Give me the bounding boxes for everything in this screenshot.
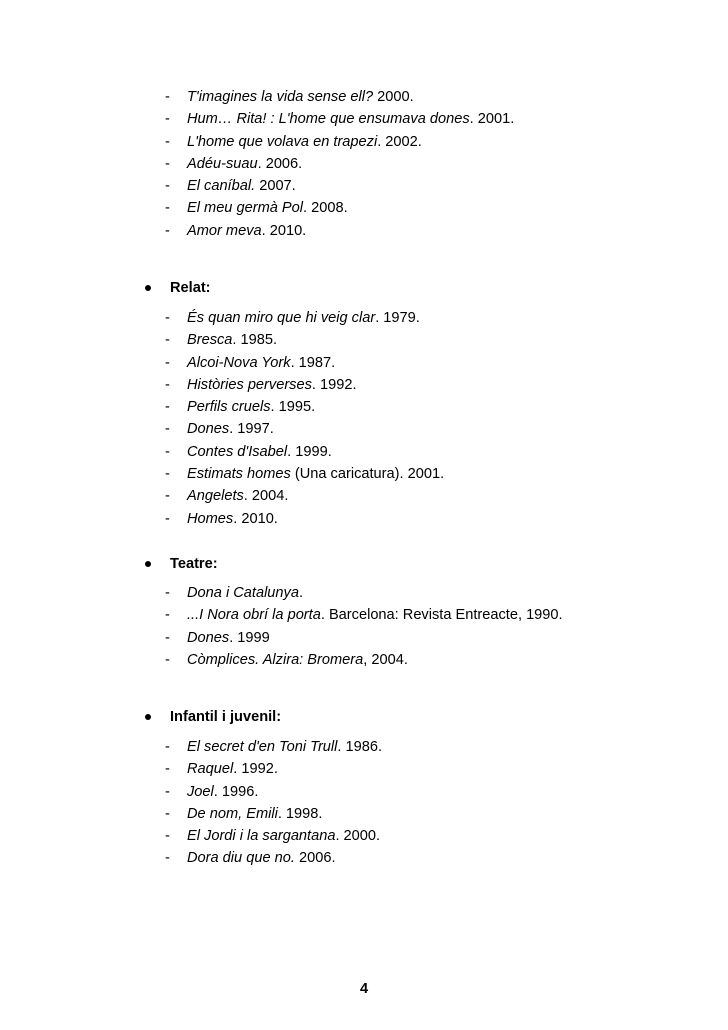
list-item: [0, 153, 728, 175]
infantil-juvenil-list: [0, 736, 728, 870]
work-title: Dones: [187, 629, 230, 646]
work-details: . 2010.: [261, 222, 307, 239]
list-item: [0, 485, 728, 507]
work-details: . 1998.: [277, 805, 323, 822]
dash-marker: -: [165, 488, 170, 505]
work-title: El meu germà Pol: [187, 200, 303, 217]
list-item: [0, 307, 728, 329]
work-details: . 1985.: [232, 332, 278, 349]
dash-marker: -: [165, 310, 170, 326]
work-details: 2006.: [294, 850, 336, 867]
dash-marker: -: [165, 222, 170, 239]
dash-marker: -: [165, 443, 170, 460]
list-item: [0, 649, 728, 671]
dash-marker: -: [165, 332, 170, 349]
work-details: . 2002.: [377, 133, 422, 150]
work-title: Angelets: [187, 488, 244, 505]
work-title: Alcoi-Nova York: [187, 354, 291, 371]
work-details: . 1979.: [375, 310, 420, 326]
dash-marker: -: [165, 376, 170, 393]
work-details: . Barcelona: Revista Entreacte, 1990.: [320, 607, 563, 624]
relat-list: [0, 307, 728, 530]
work-title: És quan miro que hi veig clar: [187, 310, 376, 326]
work-details: . 1995.: [270, 399, 316, 416]
list-item: [0, 463, 728, 485]
list-item: [0, 758, 728, 780]
bullet-icon: [145, 561, 151, 567]
work-title: Raquel: [187, 761, 234, 778]
work-details: . 1997.: [229, 421, 274, 438]
dash-marker: -: [165, 850, 170, 867]
work-title: Hum… Rita! : L'home que ensumava dones: [187, 111, 470, 128]
work-details: . 2010.: [233, 510, 278, 527]
work-title: T'imagines la vida sense ell?: [187, 89, 374, 105]
list-item: [0, 86, 728, 108]
work-title: Perfils cruels: [187, 399, 271, 416]
dash-marker: -: [165, 761, 170, 778]
list-item: [0, 604, 728, 626]
work-title: Homes: [187, 510, 234, 527]
work-details: .: [298, 585, 304, 601]
section-heading-label: Relat:: [170, 280, 211, 296]
work-details: . 2000.: [335, 828, 381, 845]
teatre-list: [0, 582, 728, 671]
dash-marker: -: [165, 178, 170, 195]
dash-marker: -: [165, 399, 170, 416]
section-heading-teatre: [0, 553, 728, 575]
dash-marker: -: [165, 200, 170, 217]
page-number: 4: [359, 981, 369, 997]
work-title: Dones: [187, 421, 230, 438]
dash-marker: -: [165, 651, 170, 668]
section-heading-infantil-juvenil: [0, 706, 728, 728]
work-title: ...I Nora obrí la porta: [187, 607, 321, 624]
work-details: . 2001.: [469, 111, 515, 128]
list-item: [0, 582, 728, 604]
dash-marker: -: [165, 805, 170, 822]
work-title: Contes d'Isabel: [187, 443, 288, 460]
list-item: [0, 175, 728, 197]
list-item: [0, 825, 728, 847]
work-details: . 2006.: [257, 155, 303, 172]
list-item: [0, 396, 728, 418]
work-title: Amor meva: [187, 222, 262, 239]
novel-list-continued: [0, 86, 728, 242]
dash-marker: -: [165, 828, 170, 845]
section-heading-label: Infantil i juvenil:: [170, 709, 282, 725]
dash-marker: -: [165, 585, 170, 601]
list-item: [0, 197, 728, 219]
work-title: L'home que volava en trapezi: [187, 133, 378, 150]
dash-marker: -: [165, 354, 170, 371]
dash-marker: -: [165, 607, 170, 624]
work-title: El secret d'en Toni Trull: [187, 739, 338, 755]
dash-marker: -: [165, 783, 170, 800]
list-item: [0, 374, 728, 396]
work-title: Dona i Catalunya: [187, 585, 299, 601]
dash-marker: -: [165, 466, 170, 483]
dash-marker: -: [165, 421, 170, 438]
dash-marker: -: [165, 133, 170, 150]
work-title: Joel: [187, 783, 214, 800]
work-details: . 1999: [229, 629, 270, 646]
work-title: De nom, Emili: [187, 805, 278, 822]
dash-marker: -: [165, 629, 170, 646]
list-item: [0, 781, 728, 803]
work-details: . 1987.: [290, 354, 336, 371]
list-item: [0, 108, 728, 130]
section-heading-relat: [0, 277, 728, 299]
work-title: El Jordi i la sargantana: [187, 828, 336, 845]
list-item: [0, 508, 728, 530]
section-heading-label: Teatre:: [170, 556, 218, 572]
list-item: [0, 803, 728, 825]
work-details: . 2004.: [243, 488, 289, 505]
list-item: [0, 736, 728, 758]
bullet-icon: [145, 285, 151, 291]
list-item: [0, 847, 728, 869]
list-item: [0, 627, 728, 649]
list-item: [0, 131, 728, 153]
bullet-icon: [145, 714, 151, 720]
list-item: [0, 418, 728, 440]
work-details: . 2008.: [303, 200, 348, 217]
work-title: Dora diu que no.: [187, 850, 295, 867]
list-item: [0, 352, 728, 374]
dash-marker: -: [165, 739, 170, 755]
work-title: Històries perverses: [187, 376, 312, 393]
work-details: . 1996.: [213, 783, 259, 800]
list-item: [0, 441, 728, 463]
work-details: (Una caricatura). 2001.: [290, 466, 445, 483]
dash-marker: -: [165, 89, 170, 105]
work-title: Bresca: [187, 332, 233, 349]
work-details: . 1992.: [233, 761, 278, 778]
work-details: 2007.: [255, 178, 296, 195]
work-details: . 1992.: [311, 376, 357, 393]
dash-marker: -: [165, 155, 170, 172]
work-title: Còmplices. Alzira: Bromera: [187, 651, 364, 668]
work-details: . 1999.: [287, 443, 332, 460]
dash-marker: -: [165, 111, 170, 128]
work-details: , 2004.: [363, 651, 408, 668]
list-item: [0, 329, 728, 351]
dash-marker: -: [165, 510, 170, 527]
work-title: El caníbal.: [187, 178, 256, 195]
work-title: Adéu-suau: [187, 155, 258, 172]
work-title: Estimats homes: [187, 466, 291, 483]
work-details: 2000.: [373, 89, 414, 105]
list-item: [0, 220, 728, 242]
work-details: . 1986.: [337, 739, 383, 755]
